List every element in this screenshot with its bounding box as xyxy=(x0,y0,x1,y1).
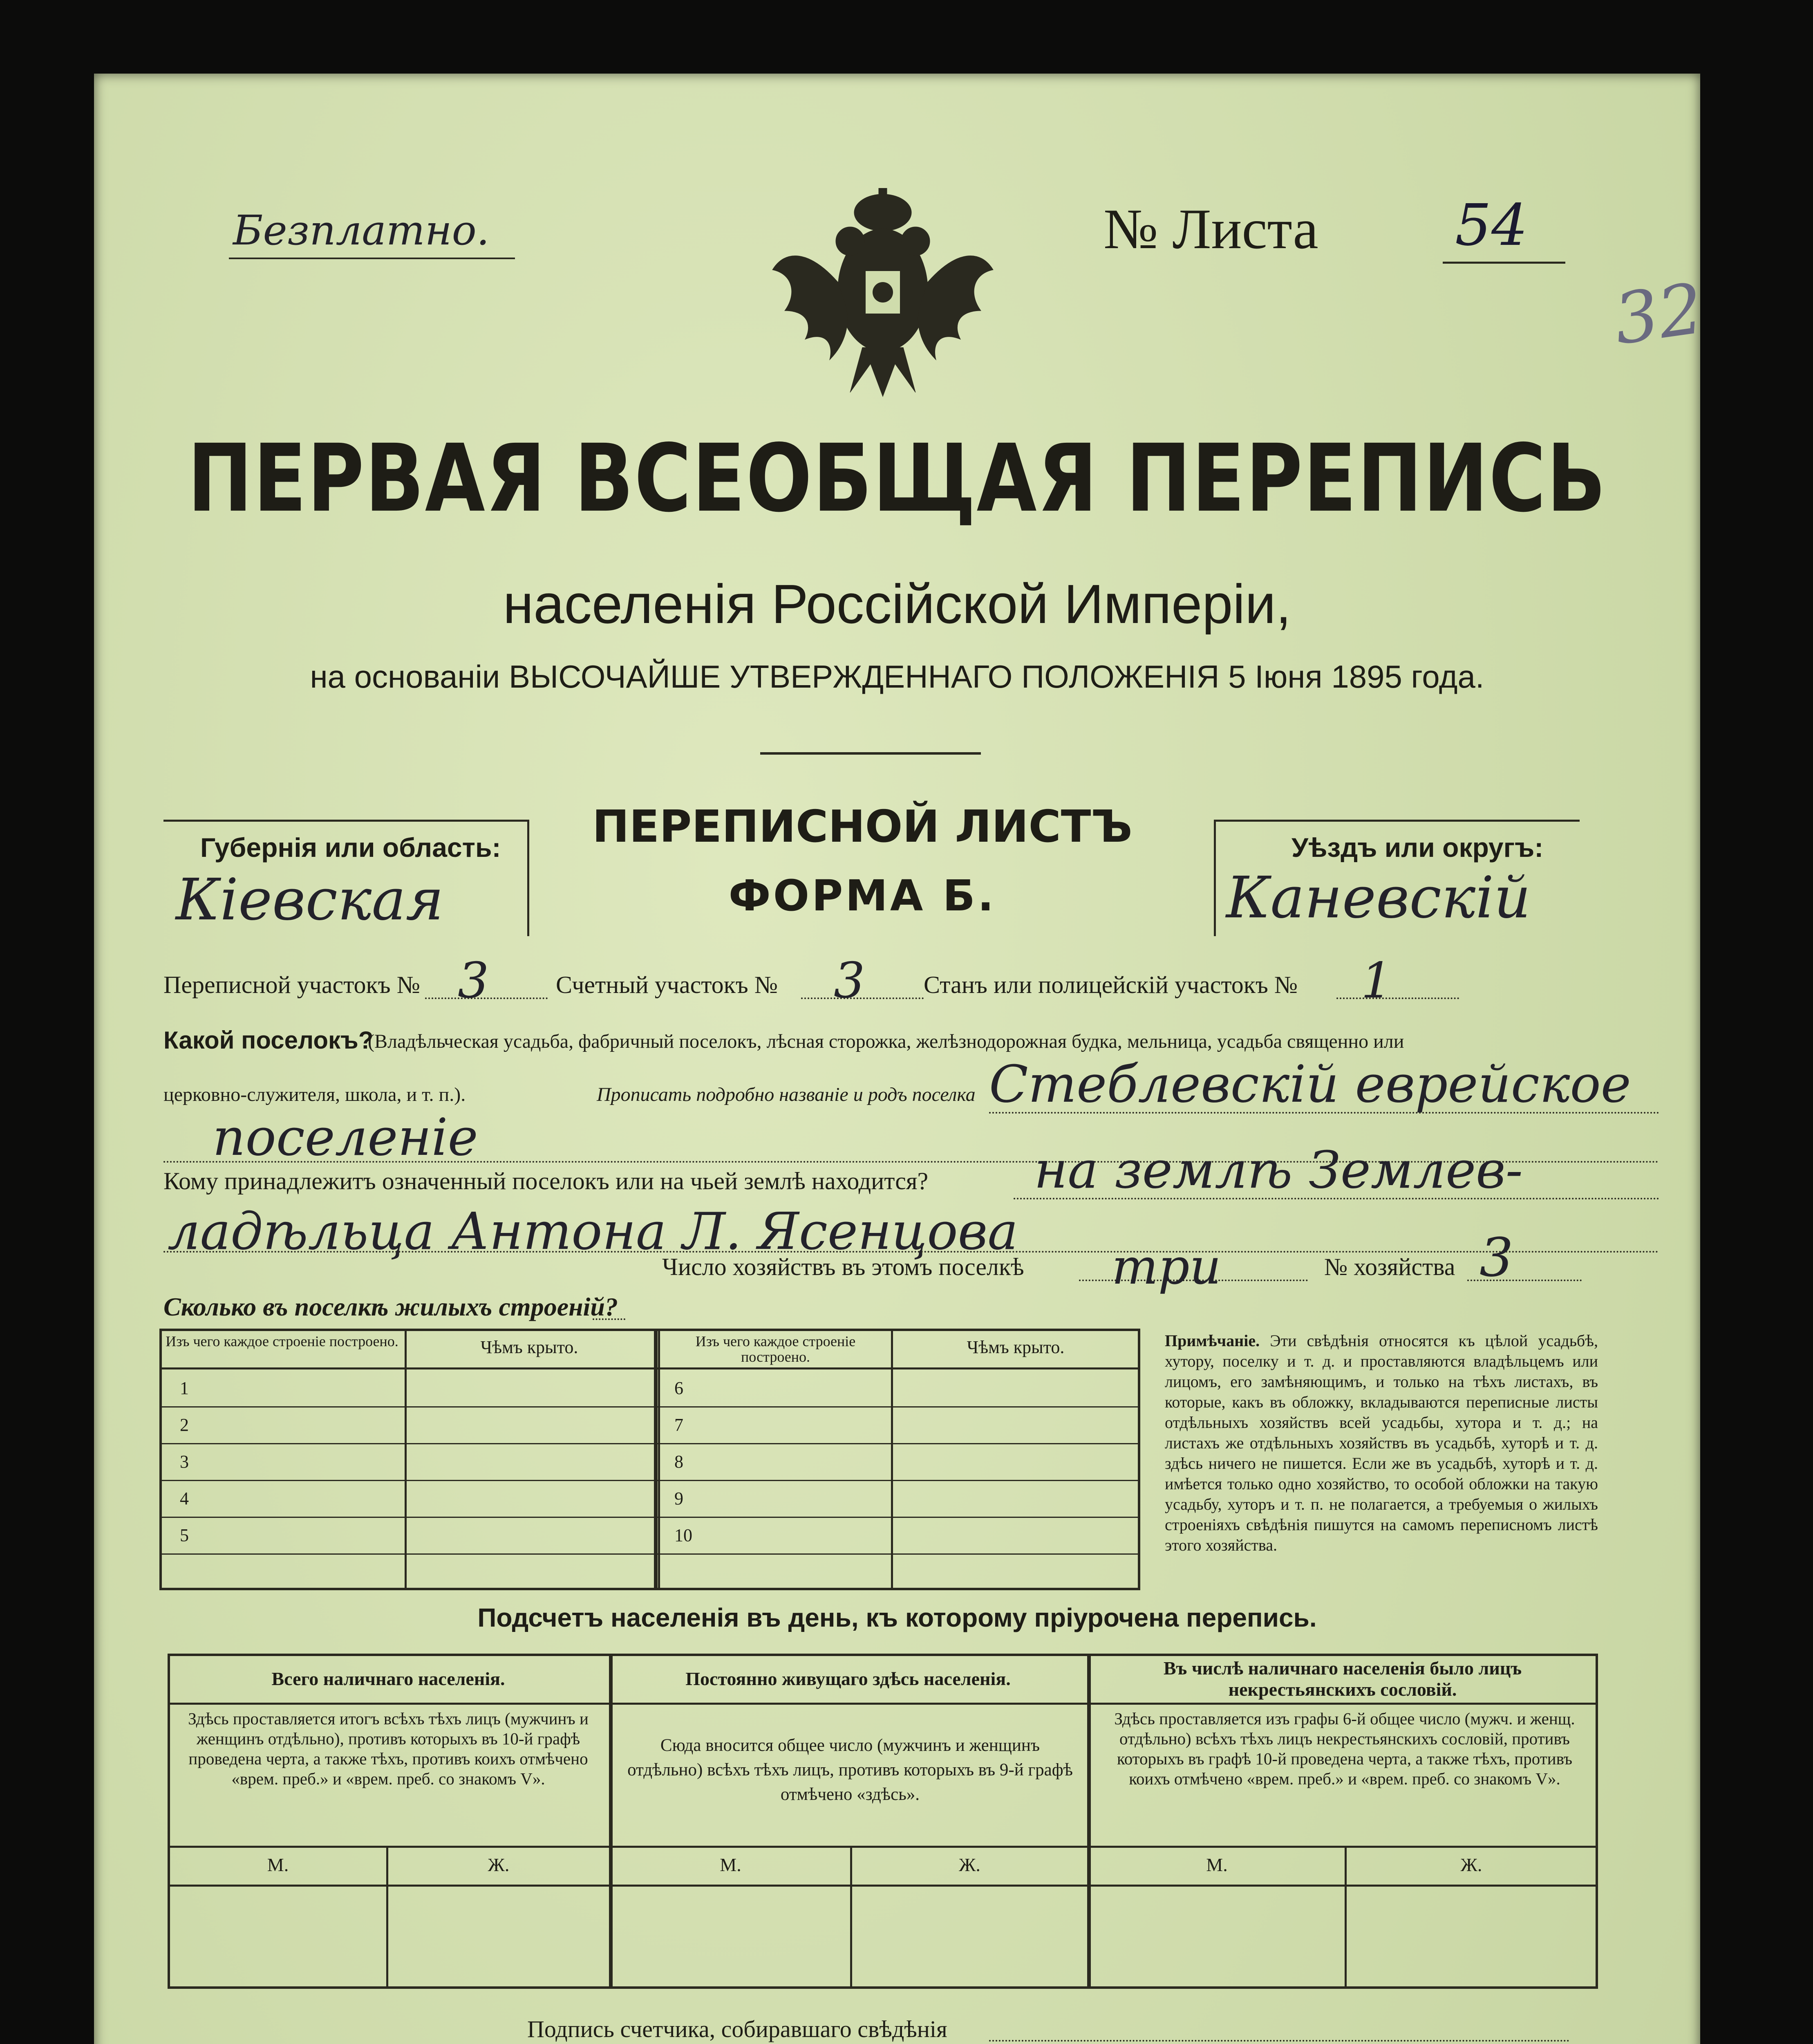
sheet-number-value: 54 xyxy=(1455,192,1528,259)
row-number: 4 xyxy=(180,1488,189,1508)
table-divider xyxy=(168,1885,1598,1887)
table-divider xyxy=(159,1553,1140,1555)
row-number: 2 xyxy=(180,1415,189,1435)
legal-basis: на основаніи ВЫСОЧАЙШЕ УТВЕРЖДЕННАГО ПОЛОЖЕНІЯ 5 Іюня 1895 года. xyxy=(310,659,1484,695)
field-line xyxy=(163,1251,1659,1253)
sheet-title: ПЕРЕПИСНОЙ ЛИСТЪ xyxy=(592,801,1133,852)
divider xyxy=(1443,262,1565,264)
non-peasant-header: Въ числѣ наличнаго населенія было лицъ некрестьянскихъ сословій. xyxy=(1163,1658,1522,1700)
row-number: 5 xyxy=(180,1525,189,1545)
households-label: Число хозяйствъ въ этомъ поселкѣ xyxy=(662,1253,1024,1280)
field-line xyxy=(1336,997,1459,999)
households-value: три xyxy=(1112,1239,1221,1295)
household-number-label: № хозяйства xyxy=(1324,1253,1455,1280)
enumerator-signature-label: Подпись счетчика, собиравшаго свѣдѣнія xyxy=(527,2016,947,2042)
field-line xyxy=(1014,1198,1659,1199)
divider xyxy=(229,258,515,259)
table-divider xyxy=(159,1517,1140,1518)
table-divider xyxy=(168,1703,1598,1705)
male-column-header: М. xyxy=(720,1854,741,1875)
row-number: 8 xyxy=(674,1452,683,1472)
note-text: Эти свѣдѣнія относятся къ цѣлой усадьбѣ, хутору, поселку и т. д. и проставляются владѣльцемъ или лицомъ, его замѣняющимъ, и только на тѣхъ листахъ, въ которые, какъ въ обложку, вкладываются переписные листы отдѣльныхъ хозяйствъ всей усадьбы, хутора и т. д.; на листахъ же отдѣльныхъ хозяйствъ въ усадьбѣ, хуторѣ и т. д. здѣсь ничего не пишется. Если же въ усадьбѣ, хуторѣ и т. д. имѣется только одно хозяйство, то особой обложки на такую усадьбу, хуторъ и т. п. не полагается, а требуемыя о жилыхъ строеніяхъ свѣдѣнія пишутся на самомъ переписномъ листѣ этого хозяйства. xyxy=(1165,1331,1598,1554)
table-divider xyxy=(159,1406,1140,1407)
table-divider xyxy=(159,1480,1140,1481)
material-column-header: Изъ чего каждое строеніе построено. xyxy=(695,1333,856,1365)
counting-district-value: 3 xyxy=(834,953,865,1009)
page-title: ПЕРВАЯ ВСЕОБЩАЯ ПЕРЕПИСЬ xyxy=(187,424,1607,533)
row-number: 6 xyxy=(674,1378,683,1398)
sheet-number-label: № Листа xyxy=(1103,197,1318,261)
district-value: Каневскій xyxy=(1226,865,1531,931)
free-label: Безплатно. xyxy=(233,206,490,254)
roof-column-header: Чѣмъ крыто. xyxy=(967,1337,1065,1357)
note-block xyxy=(1165,1331,1598,1555)
counting-district-label: Счетный участокъ № xyxy=(556,971,778,998)
settlement-hint-2: церковно-служителя, школа, и т. п.). xyxy=(163,1084,466,1105)
settlement-label: Какой поселокъ? xyxy=(163,1026,374,1054)
female-column-header: Ж. xyxy=(959,1854,980,1875)
settlement-value-2: поселеніе xyxy=(213,1108,478,1167)
police-district-label: Станъ или полицейскій участокъ № xyxy=(924,971,1298,998)
household-number-value: 3 xyxy=(1479,1226,1513,1289)
buildings-label: Сколько въ поселкѣ жилыхъ строеній? xyxy=(163,1292,618,1321)
police-district-value: 1 xyxy=(1361,953,1392,1009)
page-subtitle: населенія Россійской Имперіи, xyxy=(503,573,1291,635)
total-population-instruction: Здѣсь проставляется итогъ всѣхъ тѣхъ лицъ (мужчинъ и женщинъ отдѣльно), противъ которыхъ въ 10-й графѣ проведена черта, а также тѣхъ, противъ коихъ отмѣчено «врем. преб.» и «врем. преб. со знакомъ V». xyxy=(188,1709,589,1788)
archive-page-number: 32 xyxy=(1609,268,1708,361)
note-title: Примѣчаніе. xyxy=(1165,1331,1260,1350)
table-divider xyxy=(168,1846,1598,1848)
district-label: Уѣздъ или округъ: xyxy=(1291,832,1544,863)
province-value: Кіевская xyxy=(176,867,444,933)
form-name: ФОРМА Б. xyxy=(728,871,996,921)
owner-label: Кому принадлежитъ означенный поселокъ или на чьей землѣ находится? xyxy=(163,1168,929,1195)
population-heading: Подсчетъ населенія въ день, къ которому пріурочена перепись. xyxy=(477,1603,1317,1632)
divider xyxy=(760,752,981,755)
settlement-hint: (Владѣльческая усадьба, фабричный поселокъ, лѣсная сторожка, желѣзнодорожная будка, мельница, усадьба священно или xyxy=(368,1031,1404,1052)
material-column-header: Изъ чего каждое строеніе построено. xyxy=(166,1333,398,1349)
permanent-population-header: Постоянно живущаго здѣсь населенія. xyxy=(685,1668,1011,1689)
row-number: 9 xyxy=(674,1488,683,1508)
male-column-header: М. xyxy=(267,1854,289,1875)
owner-value: на землѣ Землев- xyxy=(1034,1141,1523,1200)
table-divider xyxy=(159,1443,1140,1444)
row-number: 7 xyxy=(674,1415,683,1435)
roof-column-header: Чѣмъ крыто. xyxy=(480,1337,578,1357)
non-peasant-instruction: Здѣсь проставляется изъ графы 6-й общее число (мужч. и женщ. отдѣльно) всѣхъ тѣхъ лицъ некрестьянскихъ сословій, противъ которыхъ въ графѣ 10-й проведена черта, а также тѣхъ, противъ коихъ отмѣчено «врем. преб.» и «врем. преб. со знакомъ V». xyxy=(1114,1709,1575,1788)
table-divider xyxy=(159,1367,1140,1369)
female-column-header: Ж. xyxy=(488,1854,510,1875)
field-line xyxy=(593,1318,625,1320)
total-population-header: Всего наличнаго населенія. xyxy=(271,1668,505,1689)
imperial-eagle-emblem xyxy=(768,188,997,401)
row-number: 3 xyxy=(180,1452,189,1472)
settlement-instruction: Прописать подробно названіе и родъ поселка xyxy=(597,1084,976,1105)
male-column-header: М. xyxy=(1206,1854,1228,1875)
owner-value-2: ладѣльца Антона Л. Ясенцова xyxy=(168,1202,1018,1261)
row-number: 1 xyxy=(180,1378,189,1398)
province-label: Губернія или область: xyxy=(200,832,501,863)
settlement-value: Стеблевскій еврейское xyxy=(989,1055,1631,1114)
census-district-label: Переписной участокъ № xyxy=(163,971,420,998)
census-district-value: 3 xyxy=(458,953,489,1009)
signature-line xyxy=(989,2040,1569,2042)
female-column-header: Ж. xyxy=(1460,1854,1482,1875)
row-number: 10 xyxy=(674,1525,692,1545)
permanent-population-instruction: Сюда вносится общее число (мужчинъ и женщинъ отдѣльно) всѣхъ тѣхъ лицъ, противъ которыхъ въ 9-й графѣ отмѣчено «здѣсь». xyxy=(627,1736,1073,1804)
